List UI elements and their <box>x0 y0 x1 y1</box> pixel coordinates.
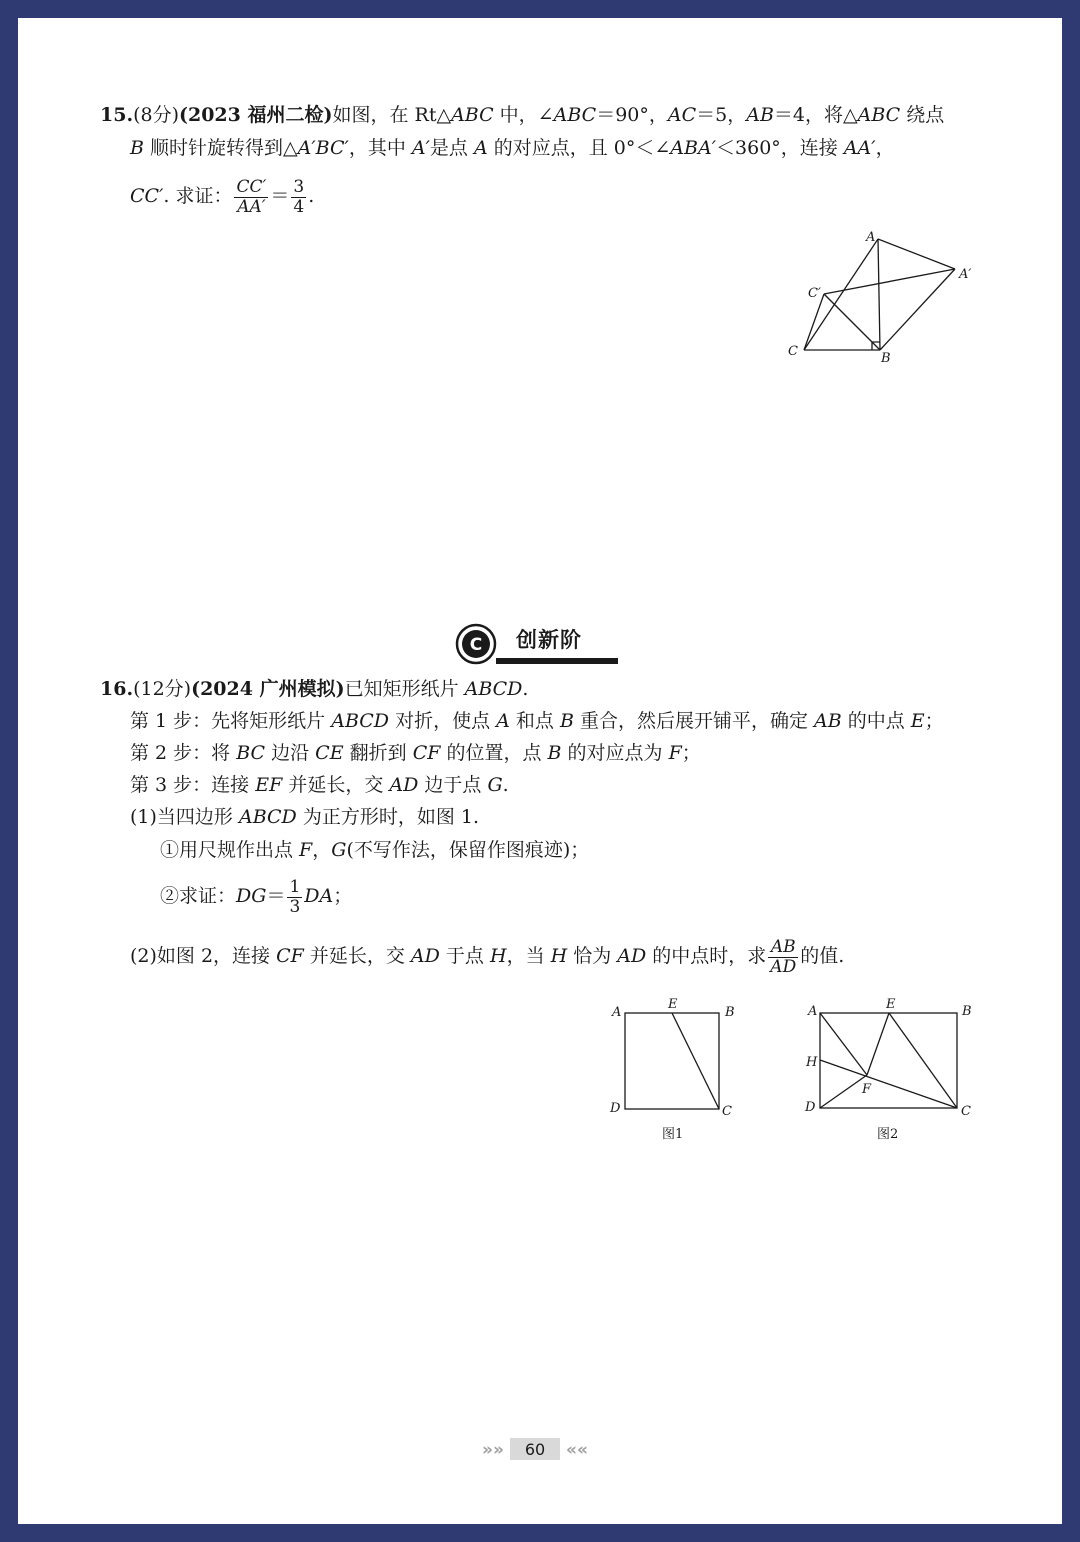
q16-var: DA <box>304 885 334 907</box>
label-A: A <box>866 230 876 245</box>
frac-num: CC′ <box>236 176 267 197</box>
section-title: 创新阶 <box>516 628 582 652</box>
q15-text: 中，∠ <box>493 104 554 126</box>
q16-var: CF <box>276 945 304 967</box>
q16-text: 第 3 步：连接 <box>130 774 256 796</box>
section-underline <box>496 658 618 664</box>
q16-text: 的中点时，求 <box>646 945 767 967</box>
label-D: D <box>610 1101 621 1116</box>
q15-var: B <box>130 137 144 159</box>
label-A: A <box>808 1004 818 1019</box>
page-number: 60 <box>524 1440 546 1459</box>
section-icon-letter: C <box>469 635 483 655</box>
q15-line-3 <box>130 176 314 217</box>
q16-var: AD <box>617 945 647 967</box>
q16-figure-1 <box>605 994 745 1144</box>
seg-CC1 <box>804 294 824 350</box>
q16-text: ，当 <box>506 945 551 967</box>
label-B: B <box>881 351 891 366</box>
q16-score: (12分) <box>133 678 192 700</box>
fraction-ab-over-ad <box>768 938 798 977</box>
q16-part-1 <box>130 802 479 832</box>
q16-var: F <box>668 742 682 764</box>
label-A-prime: A′ <box>959 267 972 282</box>
label-D: D <box>805 1100 816 1115</box>
q15-var: A <box>473 137 488 159</box>
q16-text: ＝ <box>266 885 286 907</box>
frac-den: AD <box>770 956 797 977</box>
frac-num: 1 <box>289 876 301 897</box>
seg-HC <box>820 1060 957 1108</box>
q15-var: A′ <box>411 137 430 159</box>
q16-text: 恰为 <box>567 945 618 967</box>
q16-var: ABCD <box>331 710 390 732</box>
q15-var: AB <box>746 104 774 126</box>
q16-text: ； <box>333 885 353 907</box>
q16-text: 边沿 <box>265 742 316 764</box>
q16-step-3 <box>130 770 509 800</box>
q15-text: 顺时针旋转得到△ <box>143 137 298 159</box>
fraction-three-quarters <box>291 178 306 217</box>
label-F: F <box>862 1082 872 1097</box>
q16-text: 为正方形时，如图 1. <box>296 806 479 828</box>
q16-var: E <box>910 710 925 732</box>
label-H: H <box>806 1055 818 1070</box>
q16-text: 对折，使点 <box>389 710 497 732</box>
label-C-prime: C′ <box>808 286 821 301</box>
q16-text: ； <box>924 710 944 732</box>
q15-text: ＜360°，连接 <box>716 137 844 159</box>
q15-figure <box>780 222 980 372</box>
q15-text: ， <box>875 137 895 159</box>
frac-num: 3 <box>293 176 305 197</box>
seg-AA1 <box>878 239 955 269</box>
q16-text: 并延长，交 <box>303 945 411 967</box>
q16-var: BC <box>236 742 266 764</box>
q16-var: CE <box>315 742 344 764</box>
q16-number: 16. <box>100 678 134 700</box>
q15-text: ＝4，将△ <box>773 104 858 126</box>
q16-text: . <box>502 774 509 796</box>
frac-den: AA′ <box>237 196 266 217</box>
label-A: A <box>612 1005 622 1020</box>
q15-text: ，其中 <box>348 137 412 159</box>
label-E: E <box>668 997 678 1012</box>
figure-1-caption: 图1 <box>662 1127 684 1142</box>
label-B: B <box>962 1004 972 1019</box>
fraction-one-third <box>287 878 302 917</box>
figure-2-caption: 图2 <box>877 1127 899 1142</box>
q16-text: 边于点 <box>418 774 488 796</box>
q16-figure-2 <box>800 994 980 1144</box>
q15-number: 15. <box>100 104 134 126</box>
q16-text: 的值. <box>800 945 845 967</box>
q16-var: CF <box>412 742 441 764</box>
q16-text: (2)如图 2，连接 <box>130 945 277 967</box>
q16-text: 的对应点为 <box>561 742 669 764</box>
q16-var: F <box>299 839 313 861</box>
q15-text: 绕点 <box>900 104 945 126</box>
q16-var: DG <box>236 885 267 907</box>
q16-text: 第 1 步：先将矩形纸片 <box>130 710 332 732</box>
q15-var: ABC <box>451 104 494 126</box>
label-C: C <box>961 1104 971 1119</box>
label-C: C <box>722 1104 732 1119</box>
seg-DF <box>820 1075 867 1108</box>
q15-text: ＝5， <box>696 104 747 126</box>
q16-text: 翻折到 <box>343 742 413 764</box>
q16-source: (2024 广州模拟) <box>191 678 345 700</box>
q16-part-1-i <box>160 835 589 865</box>
q15-text: ＝90°， <box>596 104 668 126</box>
q15-text: . <box>308 185 315 207</box>
q15-var: AA′ <box>843 137 876 159</box>
q15-score: (8分) <box>133 104 179 126</box>
q16-var: B <box>547 742 562 764</box>
q15-line-1 <box>100 100 944 130</box>
q16-text: 并延长，交 <box>282 774 390 796</box>
frac-den: 3 <box>289 896 301 917</box>
q16-part-2 <box>130 934 844 978</box>
q16-text: 于点 <box>439 945 490 967</box>
q15-var: ABC <box>857 104 901 126</box>
q16-line-1 <box>100 674 528 704</box>
q15-text: 是点 <box>429 137 474 159</box>
q15-var: CC′ <box>130 185 164 207</box>
q16-text: (不写作法，保留作图痕迹)； <box>346 839 590 861</box>
q15-line-2 <box>130 133 895 163</box>
q16-var: H <box>550 945 568 967</box>
q16-var: AD <box>410 945 440 967</box>
q16-text: ②求证： <box>160 885 237 907</box>
seg-EC <box>672 1013 719 1109</box>
q15-source: (2023 福州二检) <box>178 104 333 126</box>
q16-text: ①用尺规作出点 <box>160 839 300 861</box>
q16-var: H <box>489 945 507 967</box>
q16-text: 和点 <box>509 710 560 732</box>
q16-var: EF <box>255 774 283 796</box>
q16-text: 的中点 <box>841 710 911 732</box>
q15-var: A′BC′ <box>297 137 349 159</box>
q16-var: ABCD <box>238 806 297 828</box>
left-arrows-icon: »» <box>482 1440 504 1460</box>
q16-text: 已知矩形纸片 <box>344 678 465 700</box>
seg-EC <box>889 1013 957 1108</box>
q16-text: . <box>522 678 529 700</box>
q16-var: G <box>331 839 347 861</box>
seg-AF <box>820 1013 867 1075</box>
q16-part-1-ii <box>160 874 352 918</box>
label-E: E <box>886 997 896 1012</box>
label-B: B <box>725 1005 735 1020</box>
q15-var: AC <box>667 104 697 126</box>
seg-EF <box>867 1013 889 1075</box>
fraction-cc-over-aa <box>234 178 268 217</box>
q15-text: . 求证： <box>163 185 233 207</box>
q15-var: ABA′ <box>670 137 717 159</box>
q16-step-2 <box>130 738 701 768</box>
q16-var: A <box>496 710 510 732</box>
q16-text: 重合，然后展开铺平，确定 <box>573 710 815 732</box>
q16-text: ， <box>312 839 332 861</box>
label-C: C <box>788 344 798 359</box>
square-ABCD <box>625 1013 719 1109</box>
q16-var: AD <box>389 774 419 796</box>
right-arrows-icon: «« <box>566 1440 588 1460</box>
q15-text: 的对应点，且 0°＜∠ <box>487 137 671 159</box>
q16-var: G <box>487 774 503 796</box>
frac-den: 4 <box>293 196 305 217</box>
q16-var: B <box>559 710 574 732</box>
q15-var: ABC <box>553 104 597 126</box>
q16-text: (1)当四边形 <box>130 806 239 828</box>
q15-text: ＝ <box>270 185 290 207</box>
q15-text: 如图，在 Rt△ <box>332 104 452 126</box>
q16-text: 的位置，点 <box>440 742 548 764</box>
q16-step-1 <box>130 706 944 736</box>
q16-text: ； <box>681 742 701 764</box>
q16-var: ABCD <box>464 678 523 700</box>
q16-var: AB <box>814 710 842 732</box>
frac-num: AB <box>768 938 798 958</box>
q16-text: 第 2 步：将 <box>130 742 237 764</box>
seg-BA <box>878 239 880 350</box>
